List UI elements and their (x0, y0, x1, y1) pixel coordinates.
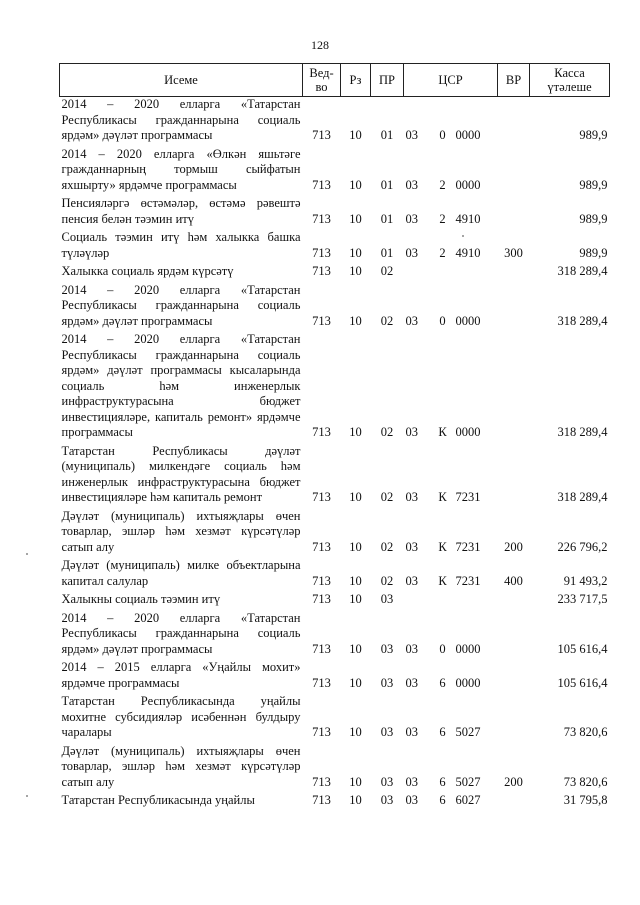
row-csr-part2: 2 (439, 245, 446, 260)
row-csr-part2: К (438, 539, 447, 554)
row-name: 2014 – 2020 елларга «Татарстан Республикасы гражданнарына социаль ярдәм» дәүләт программасы кысаларында социаль һәм инженерлык инфраструктурасына бюджет инвестицияләре, капиталь ремонт» ярдәмче программасы (61, 332, 301, 439)
row-pr: 01 (380, 128, 394, 142)
row-vedo: 713 (312, 177, 331, 192)
row-rz: 10 (349, 425, 362, 439)
row-amount: 31 795,8 (563, 793, 608, 807)
row-name: Дәүләт (муниципаль) ихтыяҗлары өчен товарлар, эшләр һәм хезмәт күрсәтүләр сатып алу (61, 743, 301, 789)
row-rz: 10 (349, 313, 362, 328)
row-csr-part1: 03 (405, 641, 418, 656)
row-csr-part2: 0 (439, 128, 446, 142)
row-vedo: 713 (312, 774, 331, 789)
row-csr-part3: 0000 (455, 177, 481, 192)
row-csr-part3: 7231 (455, 539, 481, 554)
row-rz: 10 (349, 539, 362, 554)
table-row (60, 264, 610, 283)
row-vedo: 713 (312, 211, 331, 226)
row-csr-part1: 03 (405, 675, 418, 690)
row-amount: 318 289,4 (557, 490, 608, 504)
table-header-row (60, 64, 610, 97)
row-vedo: 713 (312, 539, 331, 554)
row-vedo: 713 (312, 793, 331, 807)
row-rz: 10 (349, 264, 362, 278)
table-row (60, 592, 610, 611)
table-row (60, 147, 610, 197)
row-pr: 03 (380, 641, 394, 656)
row-csr-part3: 5027 (455, 774, 481, 789)
row-amount: 989,9 (579, 245, 608, 260)
table-row (60, 558, 610, 592)
row-rz: 10 (349, 725, 362, 739)
table-row (60, 660, 610, 694)
row-csr-part2: К (438, 573, 447, 588)
row-vedo: 713 (312, 675, 331, 690)
header-csr: ЦСР (404, 64, 498, 97)
row-pr: 02 (380, 264, 394, 278)
row-csr-part3: 0000 (455, 641, 481, 656)
header-name: Исеме (60, 64, 303, 97)
row-csr-part3 (454, 592, 498, 611)
row-pr: 03 (380, 592, 394, 606)
row-rz: 10 (349, 490, 362, 504)
row-csr-part1: 03 (405, 177, 418, 192)
table-row (60, 444, 610, 509)
row-csr-part3: 7231 (455, 573, 481, 588)
row-csr-part2: 6 (439, 774, 446, 789)
row-csr-part1: 03 (405, 793, 418, 807)
table-row (60, 97, 610, 147)
row-pr: 03 (380, 793, 394, 807)
row-csr-part3: 4910 (455, 245, 481, 260)
row-vedo: 713 (312, 641, 331, 656)
row-name: 2014 – 2020 елларга «Өлкән яшьтәге гражданнарның тормыш сыйфатын яхшырту» ярдәмче программасы (61, 146, 301, 192)
row-amount: 105 616,4 (557, 641, 608, 656)
row-vedo: 713 (312, 592, 331, 606)
row-rz: 10 (349, 675, 362, 690)
table-row (60, 196, 610, 230)
row-csr-part1: 03 (405, 539, 418, 554)
row-csr-part1: 03 (405, 490, 418, 504)
row-csr-part3: 6027 (455, 793, 481, 807)
row-csr-part2: 0 (439, 313, 446, 328)
row-csr-part3: 0000 (455, 675, 481, 690)
row-pr: 03 (380, 774, 394, 789)
row-name: 2014 – 2015 елларга «Уңайлы мохит» ярдәмче программасы (61, 660, 301, 690)
table-row (60, 283, 610, 333)
row-rz: 10 (349, 177, 362, 192)
row-csr-part1: 03 (405, 245, 418, 260)
row-amount: 91 493,2 (563, 573, 608, 588)
row-vr: 300 (504, 245, 523, 260)
row-csr-part2: 6 (439, 793, 446, 807)
row-csr-part2: 0 (439, 641, 446, 656)
row-vr (498, 694, 530, 744)
table-row (60, 694, 610, 744)
budget-table (59, 63, 610, 812)
row-amount: 318 289,4 (557, 425, 608, 439)
row-csr-part2: К (438, 425, 447, 439)
row-amount: 233 717,5 (557, 592, 608, 606)
row-pr: 02 (380, 573, 394, 588)
table-row (60, 611, 610, 661)
row-name: 2014 – 2020 елларга «Татарстан Республикасы гражданнарына социаль ярдәм» дәүләт программасы (61, 282, 301, 328)
table-row (60, 744, 610, 794)
row-rz: 10 (349, 793, 362, 807)
row-csr-part1: 03 (405, 211, 418, 226)
header-vr: ВР (498, 64, 530, 97)
row-pr: 02 (380, 425, 394, 439)
row-amount: 318 289,4 (557, 264, 608, 278)
row-vr (498, 793, 530, 812)
row-csr-part1: 03 (405, 313, 418, 328)
row-vr (498, 283, 530, 333)
row-amount: 105 616,4 (557, 675, 608, 690)
row-csr-part2 (432, 592, 454, 611)
row-name: Пенсияләргә өстәмәләр, өстәмә рәвештә пенсия белән тәэмин итү (61, 196, 301, 226)
row-pr: 02 (380, 313, 394, 328)
row-vr (498, 264, 530, 283)
row-csr-part3: 0000 (455, 313, 481, 328)
row-csr-part2: 6 (439, 675, 446, 690)
row-name: Халыкка социаль ярдәм күрсәтү (61, 264, 234, 278)
row-csr-part1: 03 (405, 573, 418, 588)
row-csr-part1: 03 (405, 128, 418, 142)
row-rz: 10 (349, 641, 362, 656)
table-row (60, 230, 610, 264)
row-csr-part2: К (438, 490, 447, 504)
row-vr: 400 (504, 573, 523, 588)
row-amount: 989,9 (579, 177, 608, 192)
row-amount: 989,9 (579, 211, 608, 226)
header-kassa: Касса үтәлеше (530, 64, 610, 97)
row-vedo: 713 (312, 725, 331, 739)
row-vr (498, 147, 530, 197)
table-row (60, 509, 610, 559)
row-name: Татарстан Республикасы дәүләт (муниципаль) милкендәге социаль һәм инженерлык инфраструктурасына бюджет инвестицияләре һәм капиталь ремонт (61, 443, 301, 504)
row-name: Халыкны социаль тәэмин итү (61, 592, 221, 606)
row-pr: 02 (380, 490, 394, 504)
row-rz: 10 (349, 128, 362, 142)
row-name: Социаль тәэмин итү һәм халыкка башка түләүләр (61, 230, 301, 260)
row-amount: 989,9 (579, 128, 608, 142)
row-vr (498, 611, 530, 661)
row-pr: 03 (380, 725, 394, 739)
row-csr-part1: 03 (405, 725, 418, 739)
row-csr-part2: 2 (439, 177, 446, 192)
row-vedo: 713 (312, 425, 331, 439)
row-vedo: 713 (312, 245, 331, 260)
row-amount: 73 820,6 (563, 774, 608, 789)
row-csr-part3 (454, 264, 498, 283)
row-csr-part3: 0000 (455, 128, 481, 142)
row-pr: 01 (380, 245, 394, 260)
row-csr-part3: 7231 (455, 490, 481, 504)
row-vr (498, 592, 530, 611)
row-name: Татарстан Республикасында уңайлы мохитне субсидияләр исәбеннән булдыру чаралары (61, 694, 301, 739)
row-rz: 10 (349, 573, 362, 588)
row-csr-part3: 5027 (455, 725, 481, 739)
row-csr-part2 (432, 264, 454, 283)
header-vedo: Вед-во (303, 64, 341, 97)
row-vr (498, 196, 530, 230)
row-amount: 318 289,4 (557, 313, 608, 328)
row-vr (498, 97, 530, 147)
row-csr-part1: 03 (405, 425, 418, 439)
row-vedo: 713 (312, 573, 331, 588)
row-name: Татарстан Республикасында уңайлы (61, 793, 255, 807)
scan-speck (26, 553, 28, 555)
row-csr-part1: 03 (405, 774, 418, 789)
row-vedo: 713 (312, 264, 331, 278)
row-amount: 226 796,2 (557, 539, 608, 554)
row-csr-part2: 2 (439, 211, 446, 226)
row-csr-part3: 0000 (455, 425, 481, 439)
row-rz: 10 (349, 245, 362, 260)
row-csr-part1 (404, 264, 432, 283)
row-vr: 200 (504, 539, 523, 554)
scan-speck (26, 795, 28, 797)
row-pr: 03 (380, 675, 394, 690)
row-vedo: 713 (312, 128, 331, 142)
row-vr (498, 444, 530, 509)
row-vedo: 713 (312, 313, 331, 328)
row-pr: 01 (380, 211, 394, 226)
row-name: 2014 – 2020 елларга «Татарстан Республикасы гражданнарына социаль ярдәм» дәүләт программасы (61, 97, 301, 142)
row-name: Дәүләт (муниципаль) ихтыяҗлары өчен товарлар, эшләр һәм хезмәт күрсәтүләр сатып алу (61, 508, 301, 554)
row-pr: 01 (380, 177, 394, 192)
row-vr (498, 332, 530, 444)
row-rz: 10 (349, 774, 362, 789)
row-pr: 02 (380, 539, 394, 554)
row-rz: 10 (349, 592, 362, 606)
table-row (60, 332, 610, 444)
row-csr-part2: 6 (439, 725, 446, 739)
row-amount: 73 820,6 (563, 725, 608, 739)
row-name: Дәүләт (муниципаль) милке объектларына капитал салулар (61, 558, 301, 588)
row-csr-part1 (404, 592, 432, 611)
row-rz: 10 (349, 211, 362, 226)
row-vr: 200 (504, 774, 523, 789)
row-name: 2014 – 2020 елларга «Татарстан Республикасы гражданнарына социаль ярдәм» дәүләт программасы (61, 610, 301, 656)
row-vr (498, 660, 530, 694)
row-vedo: 713 (312, 490, 331, 504)
row-csr-part3: 4910 (455, 211, 481, 226)
table-row (60, 793, 610, 812)
header-rz: Рз (341, 64, 371, 97)
page-number: 128 (311, 38, 329, 52)
header-pr: ПР (371, 64, 404, 97)
scan-speck (462, 235, 464, 237)
